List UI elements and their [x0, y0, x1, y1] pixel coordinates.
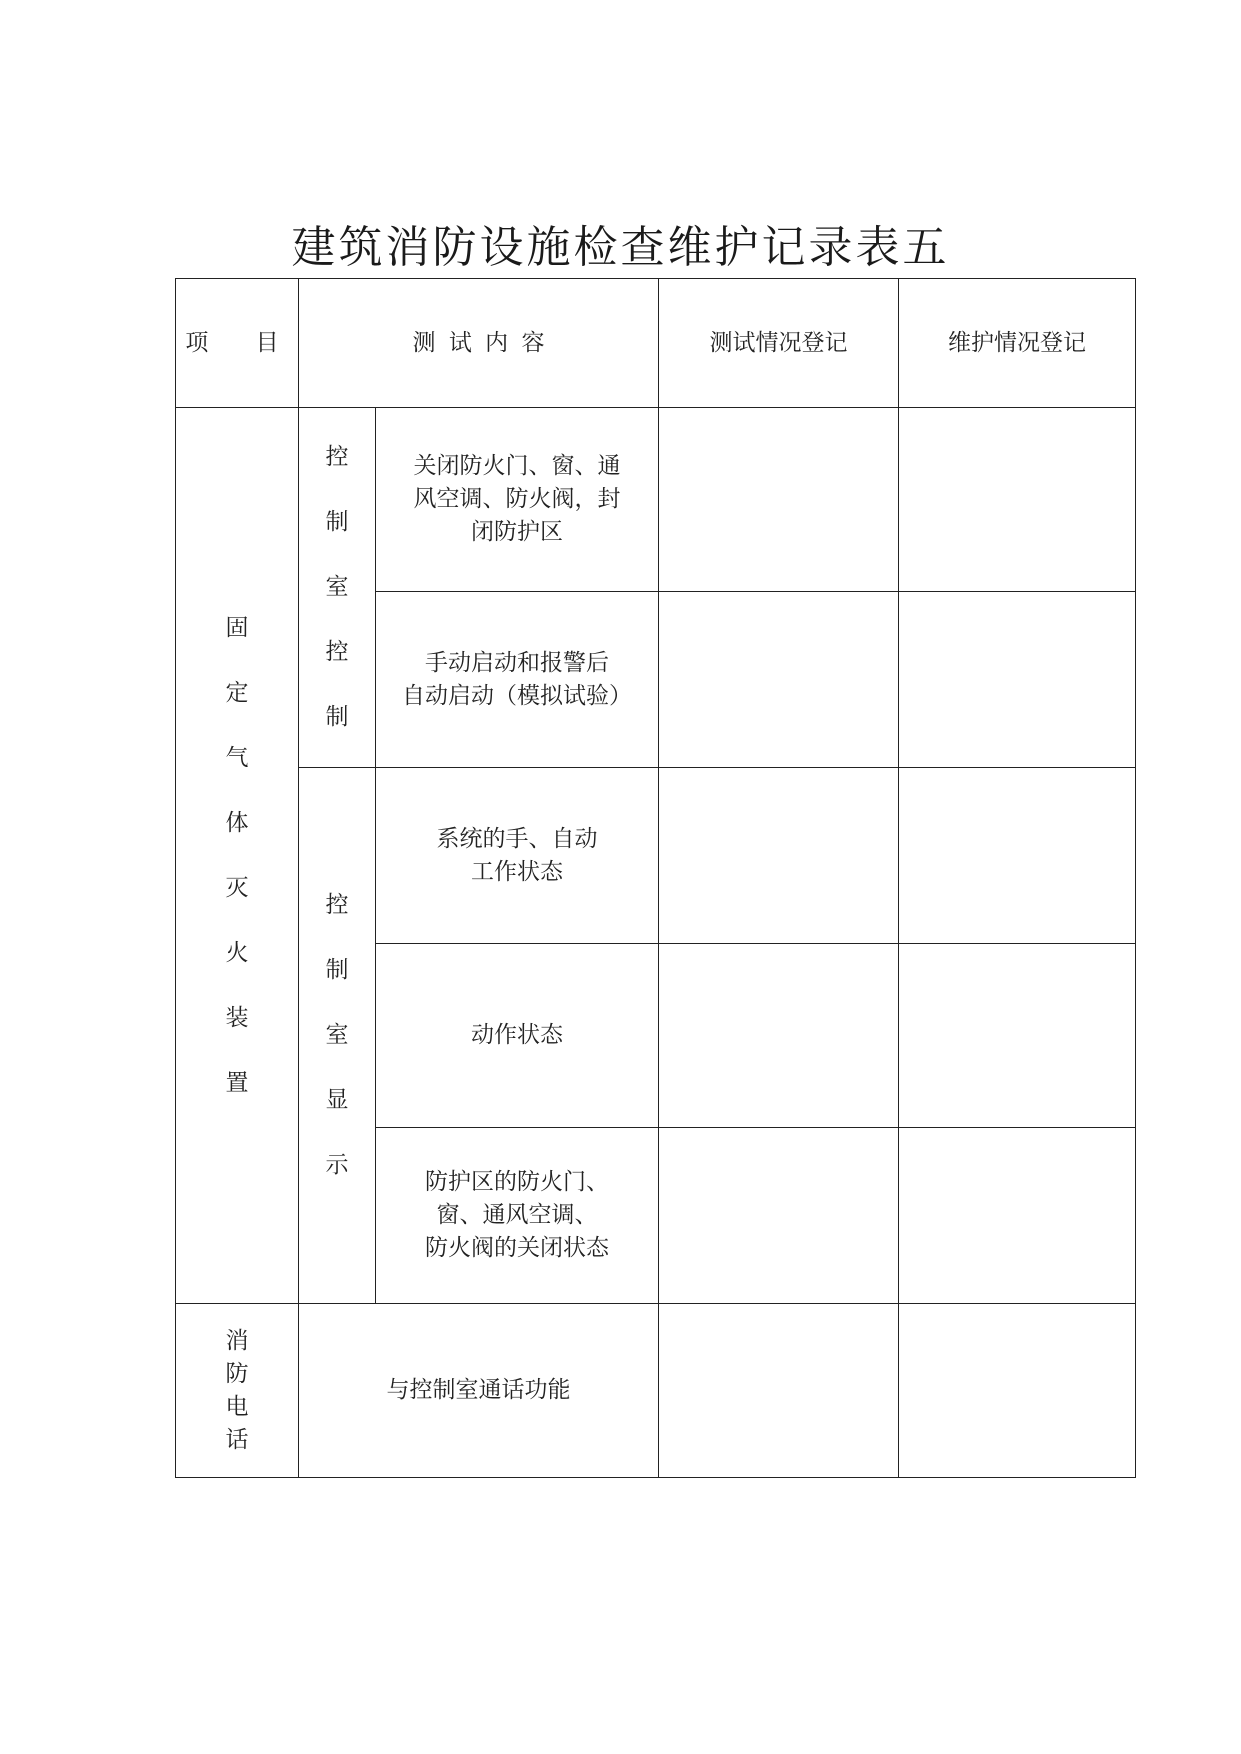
row-content: [376, 944, 659, 1128]
row-test-record-cell[interactable]: [659, 944, 899, 1128]
row-content-text: 手动启动和报警后 自动启动（模拟试验）: [402, 649, 632, 709]
table-row: [176, 408, 1136, 592]
row-test-record-cell[interactable]: [659, 592, 899, 768]
header-maintenance-record: [899, 279, 1136, 408]
row-test-record-cell[interactable]: [659, 1128, 899, 1304]
row-maintenance-record-cell[interactable]: [899, 768, 1136, 944]
row-content: [299, 1304, 659, 1478]
header-row: [176, 279, 1136, 408]
row-content: [376, 1128, 659, 1304]
header-item: [176, 279, 299, 408]
row-content-text: 防护区的防火门、 窗、通风空调、 防火阀的关闭状态: [425, 1169, 609, 1261]
row-content: [376, 408, 659, 592]
header-test-content-label: 测 试 内 容: [412, 329, 545, 356]
header-maintenance-record-label: 维护情况登记: [948, 329, 1086, 356]
group-control-room-control-label: 控制室控制: [325, 444, 349, 730]
header-test-content: [299, 279, 659, 408]
row-maintenance-record-cell[interactable]: [899, 1128, 1136, 1304]
group-fixed-gas: [176, 408, 299, 1304]
page-title: 建筑消防设施检查维护记录表五: [291, 222, 950, 273]
row-content: [376, 768, 659, 944]
group-control-room-display-label: 控制室显示: [325, 892, 349, 1178]
row-test-record-cell[interactable]: [659, 408, 899, 592]
row-test-record-cell[interactable]: [659, 768, 899, 944]
group-control-room-control: [299, 408, 376, 768]
group-fixed-gas-label: 固定气体灭火装置: [225, 614, 249, 1096]
group-fire-phone-label: 消防电话: [225, 1327, 249, 1453]
row-maintenance-record-cell[interactable]: [899, 1304, 1136, 1478]
header-test-record: [659, 279, 899, 408]
row-content-text: 动作状态: [471, 1022, 563, 1048]
row-test-record-cell[interactable]: [659, 1304, 899, 1478]
row-maintenance-record-cell[interactable]: [899, 944, 1136, 1128]
group-fire-phone: [176, 1304, 299, 1478]
row-content-text: 与控制室通话功能: [386, 1377, 571, 1403]
row-content-text: 关闭防火门、窗、通 风空调、防火阀，封 闭防护区: [413, 453, 621, 545]
maintenance-record-table: [175, 278, 1136, 1478]
header-item-label: 项 目: [185, 329, 289, 356]
table-row: [176, 768, 1136, 944]
row-maintenance-record-cell[interactable]: [899, 408, 1136, 592]
row-maintenance-record-cell[interactable]: [899, 592, 1136, 768]
group-control-room-display: [299, 768, 376, 1304]
row-content: [376, 592, 659, 768]
row-content-text: 系统的手、自动 工作状态: [436, 825, 598, 885]
table-row: [176, 1304, 1136, 1478]
header-test-record-label: 测试情况登记: [709, 329, 848, 356]
